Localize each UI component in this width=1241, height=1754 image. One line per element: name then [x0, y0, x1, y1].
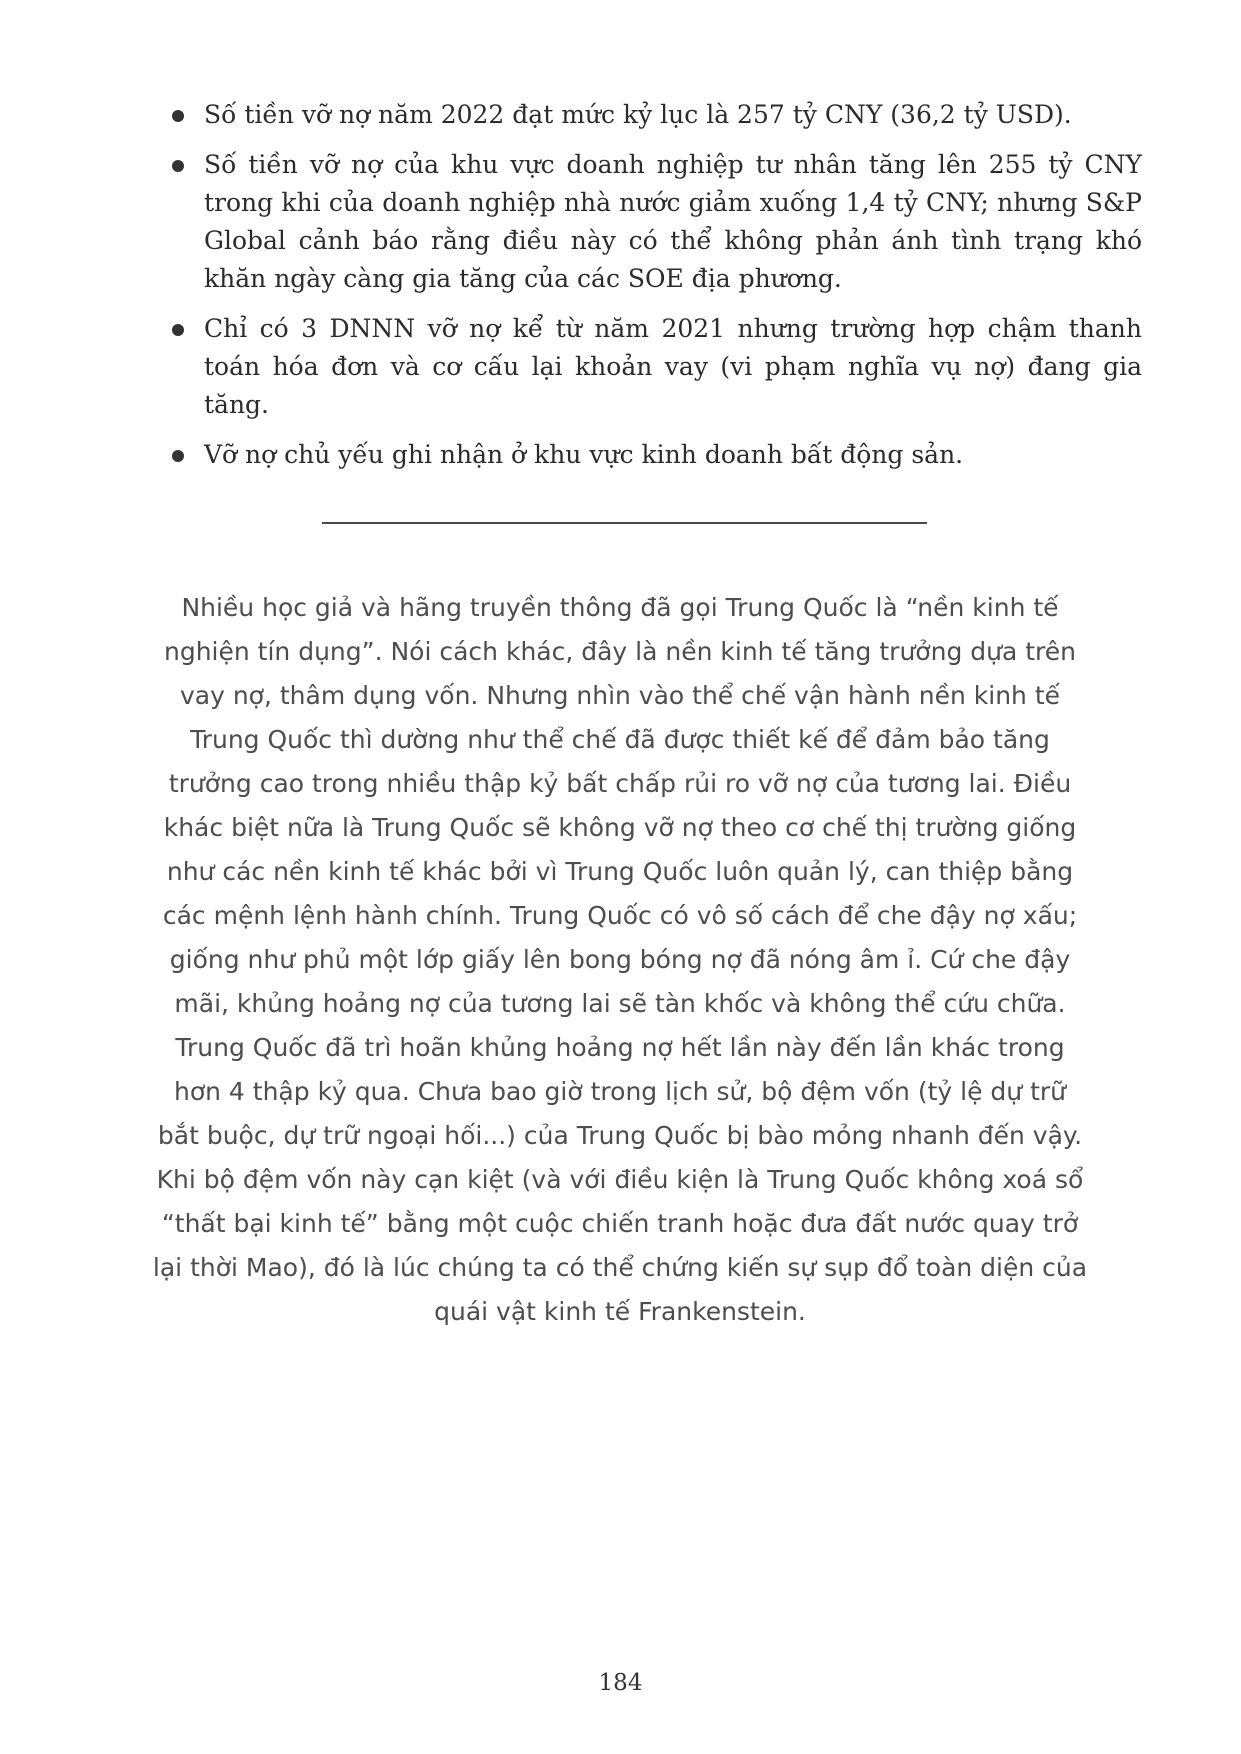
bullet-list [170, 96, 1142, 486]
section-divider [322, 522, 927, 524]
bullet-text: Số tiền vỡ nợ năm 2022 đạt mức kỷ lục là 257 tỷ CNY (36,2 tỷ USD). [204, 100, 1072, 129]
bullet-item [170, 310, 1142, 424]
bullet-text: Số tiền vỡ nợ của khu vực doanh nghiệp tư nhân tăng lên 255 tỷ CNY trong khi của doanh nghiệp nhà nước giảm xuống 1,4 tỷ CNY; nhưng S&P Global cảnh báo rằng điều này có thể không phản ánh tình trạng khó khăn ngày càng gia tăng của các SOE địa phương. [204, 150, 1142, 293]
bullet-icon [172, 324, 184, 336]
bullet-icon [172, 110, 184, 122]
bullet-item [170, 96, 1142, 134]
bullet-text: Chỉ có 3 DNNN vỡ nợ kể từ năm 2021 nhưng trường hợp chậm thanh toán hóa đơn và cơ cấu lại khoản vay (vi phạm nghĩa vụ nợ) đang gia tăng. [204, 314, 1142, 419]
bullet-icon [172, 450, 184, 462]
page-number: 184 [598, 1670, 643, 1696]
bullet-item [170, 436, 1142, 474]
bullet-text: Vỡ nợ chủ yếu ghi nhận ở khu vực kinh doanh bất động sản. [204, 440, 964, 469]
bullet-icon [172, 160, 184, 172]
bullet-item [170, 146, 1142, 298]
pull-quote: Nhiều học giả và hãng truyền thông đã gọi Trung Quốc là “nền kinh tế nghiện tín dụng”. Nói cách khác, đây là nền kinh tế tăng trưởng dựa trên vay nợ, thâm dụng vốn. Nhưng nhìn vào thể chế vận hành nền kinh tế Trung Quốc thì dường như thể chế đã được thiết kế để đảm bảo tăng trưởng cao trong nhiều thập kỷ bất chấp rủi ro vỡ nợ của tương lai. Điều khác biệt nữa là Trung Quốc sẽ không vỡ nợ theo cơ chế thị trường giống như các nền kinh tế khác bởi vì Trung Quốc luôn quản lý, can thiệp bằng các mệnh lệnh hành chính. Trung Quốc có vô số cách để che đậy nợ xấu; giống như phủ một lớp giấy lên bong bóng nợ đã nóng âm ỉ. Cứ che đậy mãi, khủng hoảng nợ của tương lai sẽ tàn khốc và không thể cứu chữa. Trung Quốc đã trì hoãn khủng hoảng nợ hết lần này đến lần khác trong hơn 4 thập kỷ qua. Chưa bao giờ trong lịch sử, bộ đệm vốn (tỷ lệ dự trữ bắt buộc, dự trữ ngoại hối...) của Trung Quốc bị bào mỏng nhanh đến vậy. Khi bộ đệm vốn này cạn kiệt (và với điều kiện là Trung Quốc không xoá sổ “thất bại kinh tế” bằng một cuộc chiến tranh hoặc đưa đất nước quay trở lại thời Mao), đó là lúc chúng ta có thể chứng kiến sự sụp đổ toàn diện của quái vật kinh tế Frankenstein. [152, 593, 1088, 1326]
